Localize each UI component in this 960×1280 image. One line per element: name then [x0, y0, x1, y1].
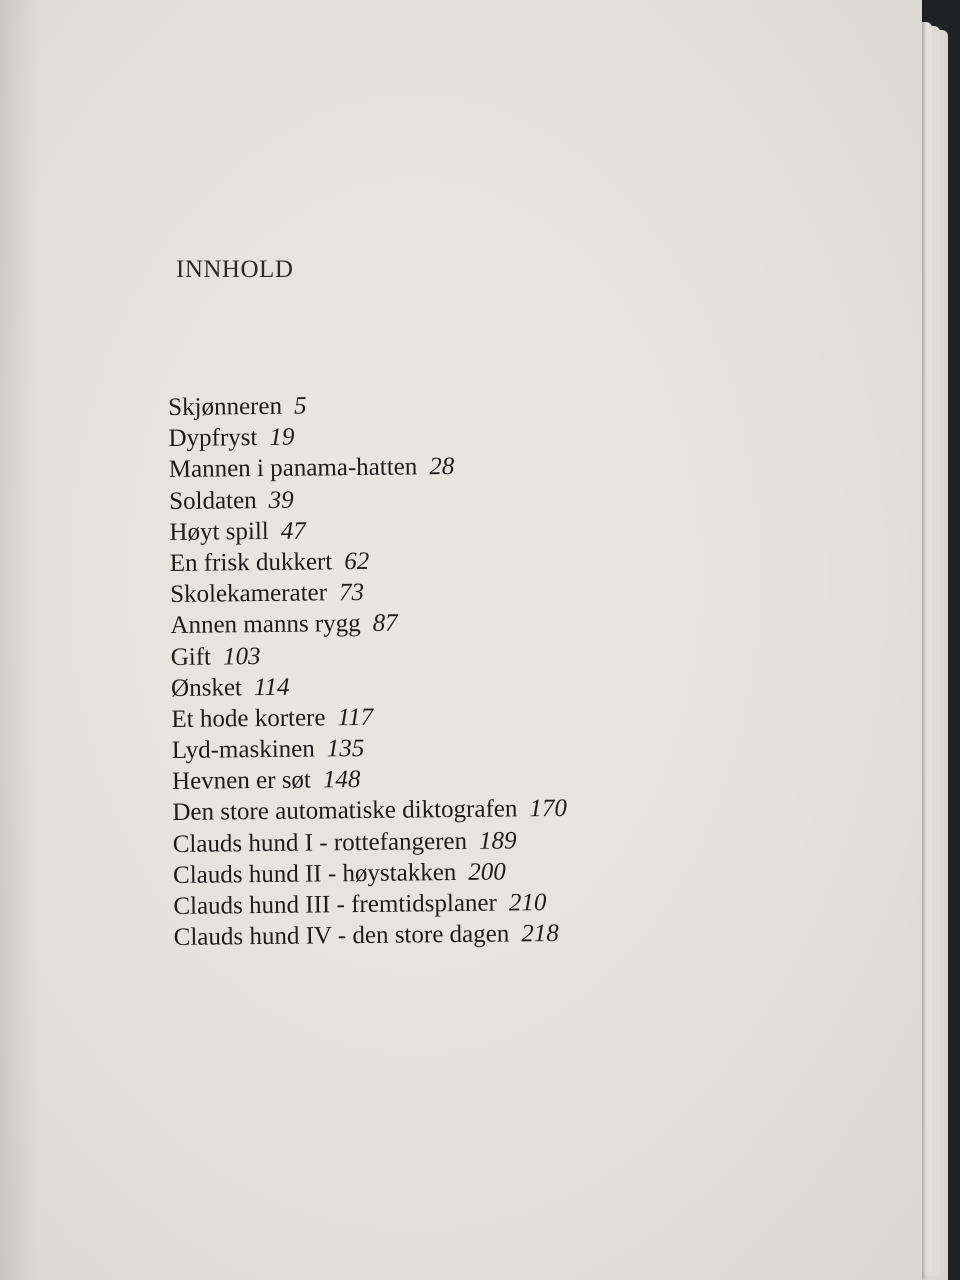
toc-entry [170, 575, 565, 610]
table-of-contents [168, 388, 568, 953]
toc-entry-title: Soldaten [169, 486, 257, 515]
page-gutter-shadow [0, 0, 40, 1280]
toc-entry-page-number: 19 [269, 423, 295, 452]
toc-entry-page-number: 73 [338, 579, 365, 607]
toc-entry-page-number: 189 [478, 827, 517, 855]
toc-entry-page-number: 210 [508, 889, 547, 917]
toc-heading: INNHOLD [176, 256, 294, 283]
toc-entry-title: Lyd-maskinen [171, 735, 315, 765]
toc-entry [172, 731, 567, 766]
toc-entry-title: Annen manns rygg [170, 610, 361, 640]
toc-entry-page-number: 5 [293, 392, 307, 420]
toc-entry-title: Ønsket [170, 673, 243, 702]
toc-entry-page-number: 87 [372, 609, 398, 638]
toc-entry-page-number: 200 [468, 858, 506, 886]
toc-entry [172, 762, 567, 797]
toc-entry-page-number: 117 [337, 703, 374, 732]
toc-entry-page-number: 148 [322, 766, 361, 794]
toc-entry [169, 481, 564, 516]
toc-entry-title: Skolekamerater [169, 579, 328, 609]
toc-entry-title: Mannen i panama-hatten [168, 453, 418, 484]
toc-entry [169, 513, 564, 548]
toc-entry [171, 700, 566, 735]
toc-entry [171, 669, 566, 704]
toc-entry-title: Clauds hund II - høystakken [172, 858, 457, 889]
toc-entry-title: Clauds hund IV - den store dagen [173, 920, 510, 952]
toc-entry-title: En frisk dukkert [169, 548, 333, 577]
toc-entry-page-number: 28 [429, 453, 455, 481]
toc-entry-title: Den store automatiske diktografen [172, 795, 518, 827]
toc-entry-page-number: 39 [268, 486, 294, 514]
toc-entry [170, 606, 565, 641]
toc-entry-title: Gift [170, 643, 212, 671]
toc-entry [168, 419, 563, 454]
toc-entry-page-number: 62 [344, 547, 370, 576]
toc-entry [171, 637, 566, 672]
toc-entry [173, 856, 568, 891]
toc-entry-title: Et hode kortere [171, 704, 326, 733]
toc-entry-title: Clauds hund III - fremtidsplaner [173, 889, 498, 920]
toc-entry [173, 824, 568, 859]
toc-entry-page-number: 103 [222, 642, 261, 670]
toc-entry-title: Skjønneren [168, 392, 283, 421]
toc-entry-title: Clauds hund I - rottefangeren [172, 827, 468, 858]
toc-entry-title: Høyt spill [169, 517, 269, 546]
toc-entry-page-number: 114 [253, 673, 290, 701]
toc-entry [170, 544, 565, 579]
toc-entry-page-number: 218 [521, 920, 559, 948]
toc-entry [169, 450, 564, 485]
toc-entry-page-number: 135 [326, 735, 365, 763]
toc-entry [168, 388, 563, 423]
toc-entry-title: Hevnen er søt [171, 766, 312, 796]
toc-entry-title: Dypfryst [168, 424, 258, 453]
toc-entry-page-number: 170 [529, 795, 568, 823]
toc-entry [172, 793, 567, 828]
toc-entry [174, 918, 569, 953]
toc-entry [173, 887, 568, 922]
toc-entry-page-number: 47 [280, 517, 306, 545]
